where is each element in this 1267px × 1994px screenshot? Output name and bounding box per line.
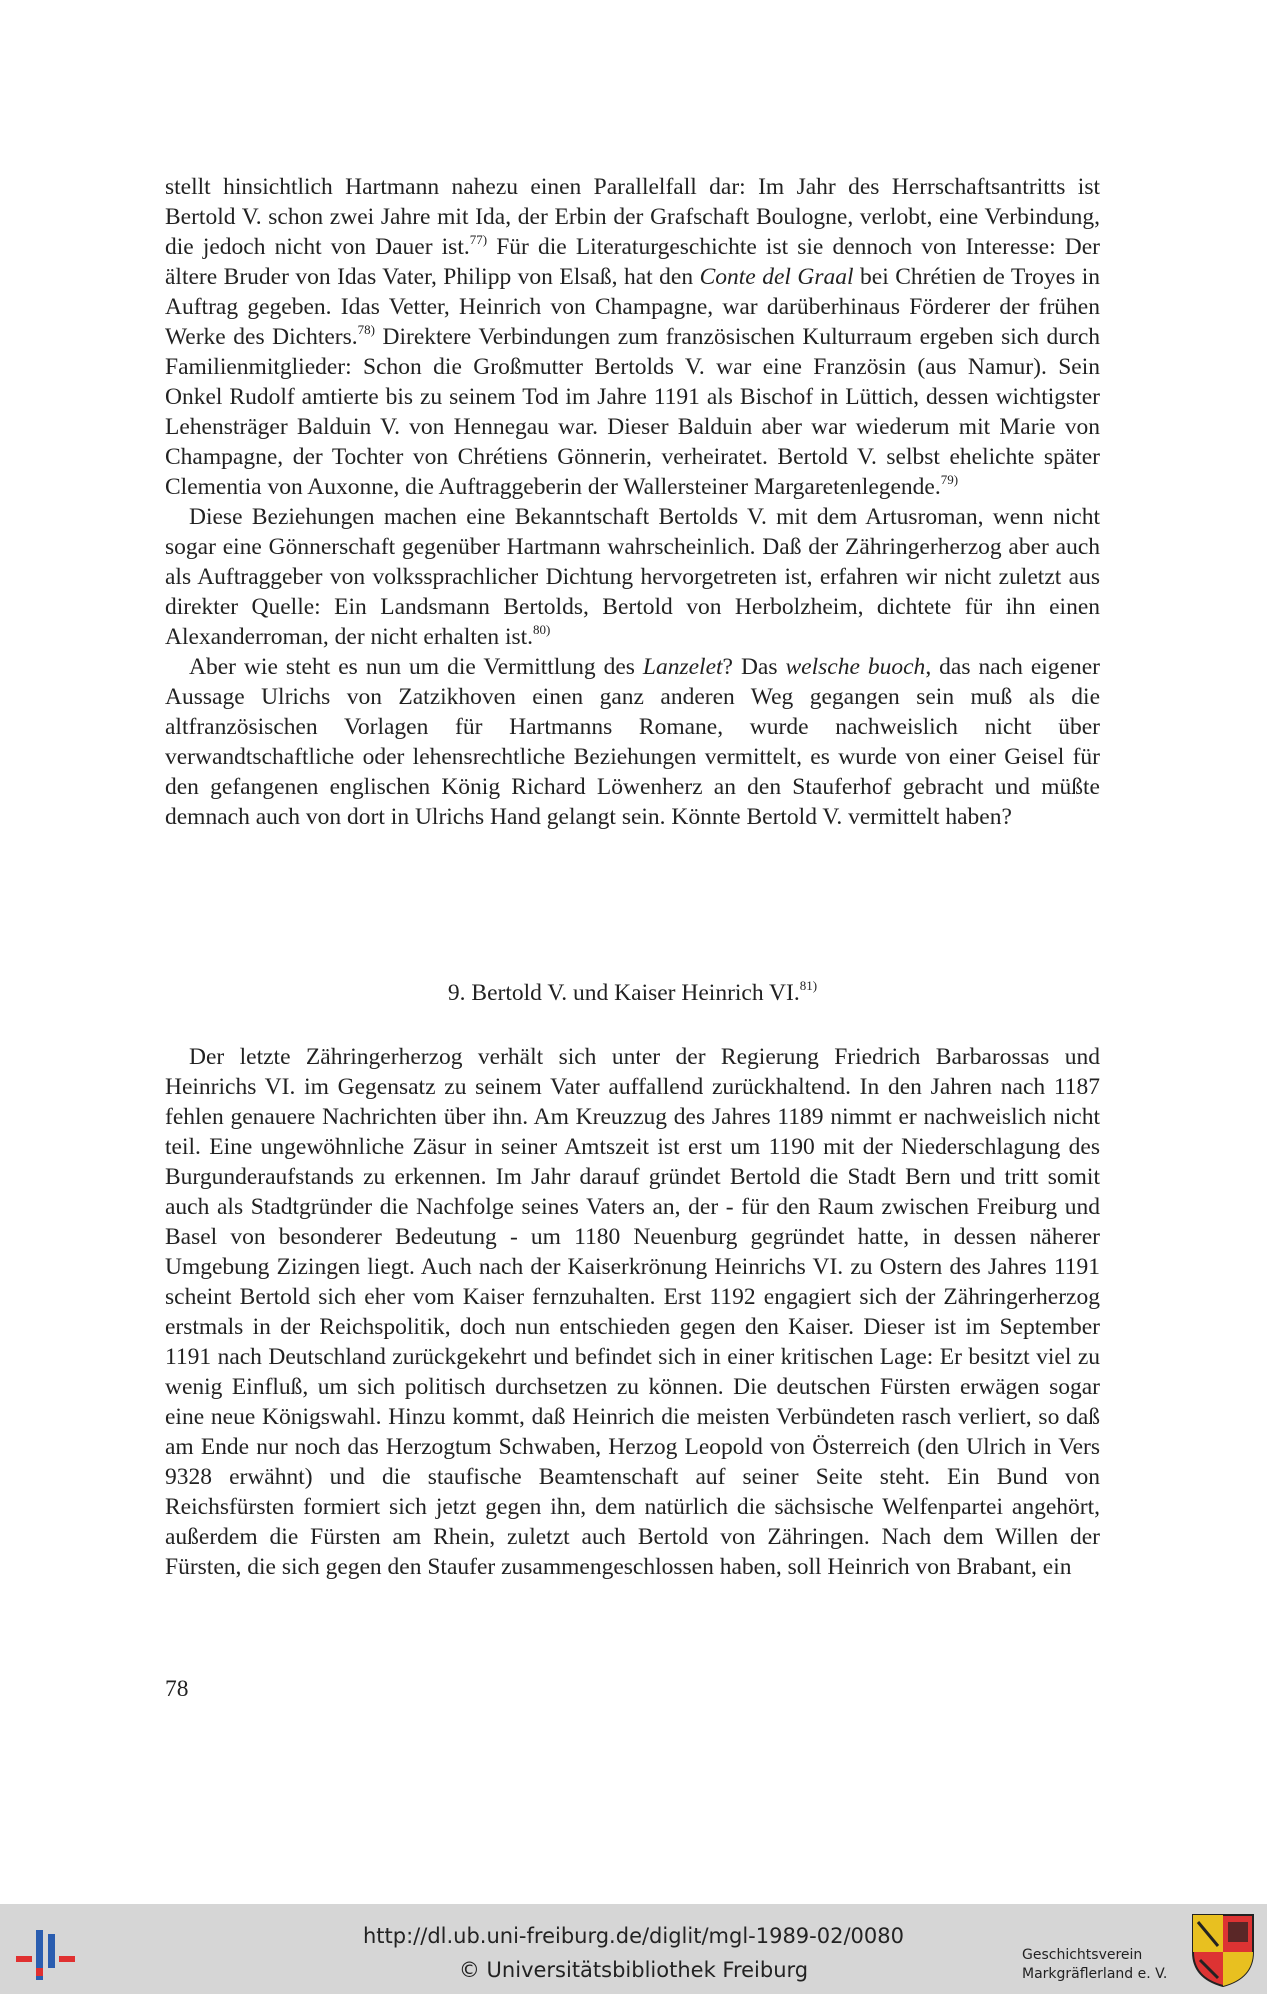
footer-bar	[0, 1904, 1267, 1994]
italic-title: Conte del Graal	[699, 264, 854, 290]
footnote-ref: 78)	[357, 322, 375, 337]
society-name	[1022, 1946, 1167, 1984]
text-run: Aber wie steht es nun um die Vermittlung des	[189, 654, 643, 680]
text-run: Direktere Verbindungen zum französischen Kulturraum ergeben sich durch Familienmitglieder: Schon die Großmutter Bertolds V. war eine Französin (aus Namur). Sein Onkel Rudolf amtierte bis zu seinem Tod im Jahre 1191 als Bischof in Lüttich, dessen wichtigster Lehensträger Balduin V. von Hennegau war. Dieser Balduin aber war wiederum mit Marie von Champagne, der Tochter von Chrétiens Gönnerin, verheiratet. Bertold V. selbst ehelichte später Clementia von Auxonne, die Auftraggeberin der Wallersteiner Margaretenlegende.	[165, 324, 1100, 500]
coat-of-arms-icon	[1190, 1912, 1256, 1988]
page-number: 78	[165, 1676, 189, 1702]
text-run: Der letzte Zähringerherzog verhält sich unter der Regierung Friedrich Barbarossas und Heinrichs VI. im Gegensatz zu seinem Vater auffallend zurückhaltend. In den Jahren nach 1187 fehlen genauere Nachrichten über ihn. Am Kreuzzug des Jahres 1189 nimmt er nachweislich nicht teil. Eine ungewöhnliche Zäsur in seiner Amtszeit ist erst um 1190 mit der Niederschlagung des Burgunderaufstands zu erkennen. Im Jahr darauf gründet Bertold die Stadt Bern und tritt somit auch als Stadtgründer die Nachfolge seines Vaters an, der - für den Raum zwischen Freiburg und Basel von besonderer Bedeutung - um 1180 Neuenburg gegründet hatte, in dessen näherer Umgebung Zizingen liegt. Auch nach der Kaiserkrönung Heinrichs VI. zu Ostern des Jahres 1191 scheint Bertold sich eher vom Kaiser fernzuhalten. Erst 1192 engagiert sich der Zähringerherzog erstmals in der Reichspolitik, doch nun entschieden gegen den Kaiser. Dieser ist im September 1191 nach Deutschland zurückgekehrt und befindet sich in einer kritischen Lage: Er besitzt viel zu wenig Einfluß, um sich politisch durchsetzen zu können. Die deutschen Fürsten erwägen sogar eine neue Königswahl. Hinzu kommt, daß Heinrich die meisten Verbündeten rasch verliert, so daß am Ende nur noch das Herzogtum Schwaben, Herzog Leopold von Österreich (den Ulrich in Vers 9328 erwähnt) und die staufische Beamtenschaft auf seiner Seite steht. Ein Bund von Reichsfürsten formiert sich jetzt gegen ihn, dem natürlich die sächsische Welfenpartei angehört, außerdem die Fürsten am Rhein, zuletzt auch Bertold von Zähringen. Nach dem Willen der Fürsten, die sich gegen den Staufer zusammengeschlossen haben, soll Heinrich von Brabant, ein	[165, 1044, 1100, 1580]
society-name-line-2: Markgräflerland e. V.	[1022, 1966, 1168, 1982]
text-run: bei Chrétien de Troyes in Auftrag gegeben. Idas Vetter, Heinrich von Champagne, war darüberhinaus Förderer der frühen Werke des Dichters.	[165, 264, 1101, 350]
text-block-bottom	[165, 1042, 1100, 1582]
section-heading	[165, 978, 1100, 1008]
section-heading-text: 9. Bertold V. und Kaiser Heinrich VI.	[447, 980, 800, 1006]
footnote-ref: 80)	[533, 622, 551, 637]
text-run: Für die Literaturgeschichte ist sie dennoch von Interesse: Der ältere Bruder von Idas Vater, Philipp von Elsaß, hat den	[165, 234, 1100, 290]
text-run: ? Das	[722, 654, 786, 680]
document-url-link[interactable]: http://dl.ub.uni-freiburg.de/diglit/mgl-1989-02/0080	[362, 1924, 904, 1948]
paragraph	[165, 652, 1100, 832]
paragraph	[165, 1042, 1100, 1582]
paragraph	[165, 502, 1100, 652]
text-run: , das nach eigener Aussage Ulrichs von Zatzikhoven einen ganz anderen Weg gegangen sein muß als die altfranzösischen Vorlagen für Hartmanns Romane, wurde nachweislich nicht über verwandtschaftliche oder lehensrechtliche Beziehungen vermittelt, es wurde von einer Geisel für den gefangenen englischen König Richard Löwenherz an den Stauferhof gebracht und müßte demnach auch von dort in Ulrichs Hand gelangt sein. Könnte Bertold V. vermittelt haben?	[165, 654, 1100, 830]
footnote-ref: 77)	[469, 232, 488, 247]
text-run: Diese Beziehungen machen eine Bekanntschaft Bertolds V. mit dem Artusroman, wenn nicht sogar eine Gönnerschaft gegenüber Hartmann wahrscheinlich. Daß der Zähringerherzog aber auch als Auftraggeber von volkssprachlicher Dichtung hervorgetreten ist, erfahren wir nicht zuletzt aus direkter Quelle: Ein Landsmann Bertolds, Bertold von Herbolzheim, dichtete für ihn einen Alexanderroman, der nicht erhalten ist.	[165, 504, 1100, 650]
italic-title: Lanzelet	[642, 654, 723, 680]
text-block-top	[165, 172, 1100, 832]
society-name-line-1: Geschichtsverein	[1022, 1947, 1143, 1963]
italic-title: welsche buoch	[785, 654, 926, 680]
copyright-text: © Universitätsbibliothek Freiburg	[458, 1958, 809, 1982]
paragraph	[165, 172, 1100, 502]
footnote-ref: 79)	[940, 472, 959, 487]
text-run: stellt hinsichtlich Hartmann nahezu einen Parallelfall dar: Im Jahr des Herrschaftsantritts ist Bertold V. schon zwei Jahre mit Ida, der Erbin der Grafschaft Boulogne, verlobt, eine Verbindung, die jedoch nicht von Dauer ist.	[165, 174, 1100, 260]
footnote-ref: 81)	[799, 978, 818, 993]
